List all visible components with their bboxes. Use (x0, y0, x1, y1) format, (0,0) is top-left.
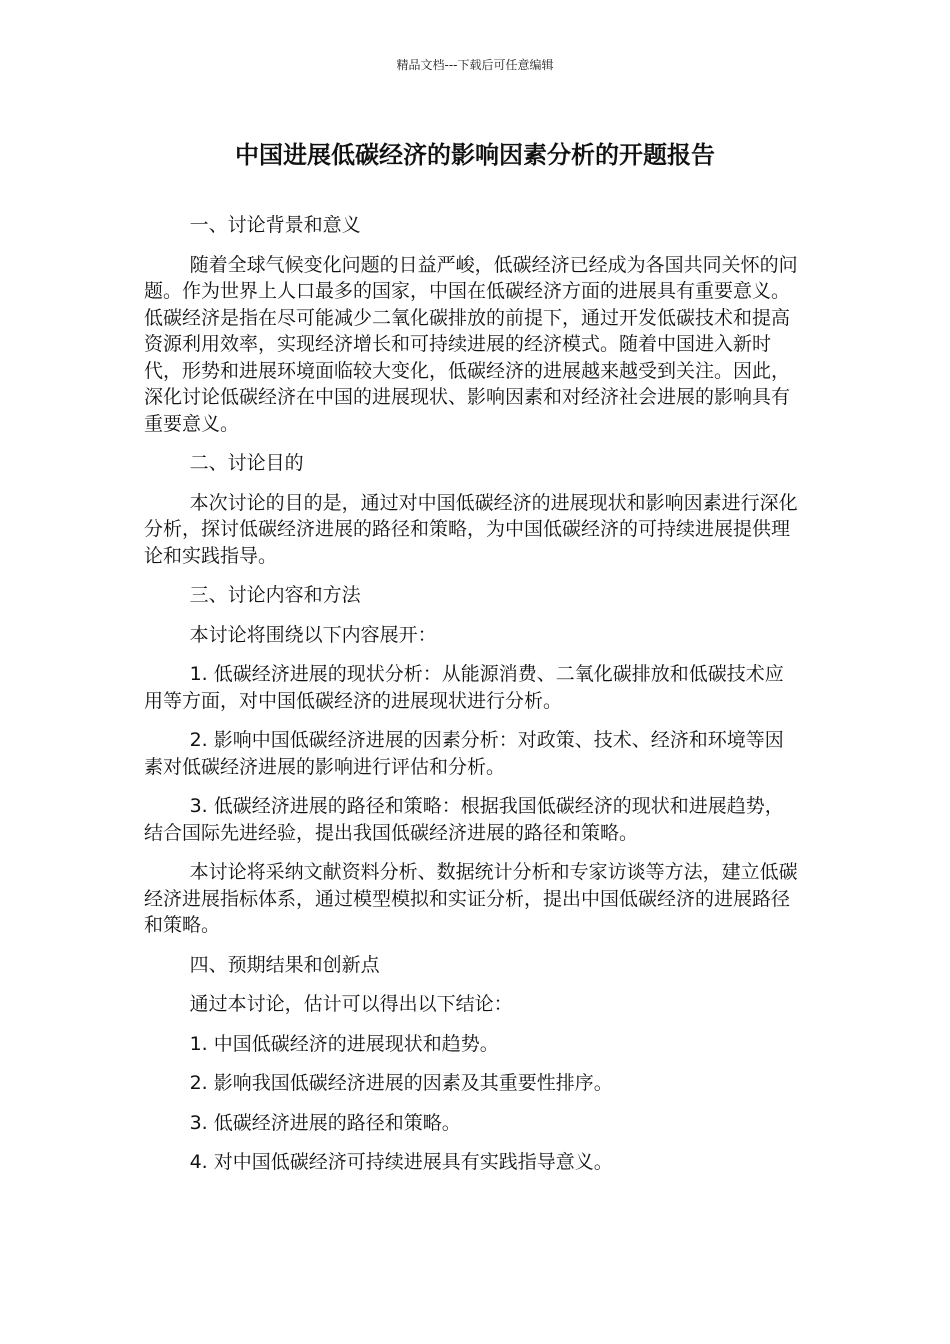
paragraph-method: 本讨论将采纳文献资料分析、数据统计分析和专家访谈等方法，建立低碳经济进展指标体系，通过模型模拟和实证分析，提出中国低碳经济的进展路径和策略。 (144, 861, 798, 936)
list-item-result-4: 4. 对中国低碳经济可持续进展具有实践指导意义。 (189, 1151, 613, 1173)
document-title: 中国进展低碳经济的影响因素分析的开题报告 (235, 141, 715, 169)
page-header: 精品文档---下载后可任意编辑 (396, 58, 554, 72)
section-heading-expected-results: 四、预期结果和创新点 (189, 953, 380, 976)
paragraph-purpose: 本次讨论的目的是，通过对中国低碳经济的进展现状和影响因素进行深化分析，探讨低碳经济进展的路径和策略，为中国低碳经济的可持续进展提供理论和实践指导。 (144, 491, 798, 567)
section-heading-content-method: 三、讨论内容和方法 (189, 584, 361, 606)
list-item-result-3: 3. 低碳经济进展的路径和策略。 (189, 1111, 461, 1134)
paragraph-content-intro: 本讨论将围绕以下内容展开： (189, 623, 437, 646)
section-heading-purpose: 二、讨论目的 (189, 452, 304, 474)
list-item-result-1: 1. 中国低碳经济的进展现状和趋势。 (189, 1032, 499, 1055)
paragraph-background: 随着全球气候变化问题的日益严峻，低碳经济已经成为各国共同关怀的问题。作为世界上人口最多的国家，中国在低碳经济方面的进展具有重要意义。低碳经济是指在尽可能减少二氧化碳排放的前提下，通过开发低碳技术和提高资源利用效率，实现经济增长和可持续进展的经济模式。随着中国进入新时代，形势和进展环境面临较大变化，低碳经济的进展越来越受到关注。因此，深化讨论低碳经济在中国的进展现状、影响因素和对经济社会进展的影响具有重要意义。 (144, 253, 798, 435)
list-item-content-3: 3. 低碳经济进展的路径和策略：根据我国低碳经济的现状和进展趋势，结合国际先进经验，提出我国低碳经济进展的路径和策略。 (144, 795, 784, 844)
paragraph-results-intro: 通过本讨论，估计可以得出以下结论： (189, 993, 513, 1015)
document-body (144, 212, 800, 1189)
list-item-content-1: 1. 低碳经济进展的现状分析：从能源消费、二氧化碳排放和低碳技术应用等方面，对中国低碳经济的进展现状进行分析。 (144, 663, 784, 712)
list-item-result-2: 2. 影响我国低碳经济进展的因素及其重要性排序。 (189, 1072, 613, 1094)
list-item-content-2: 2. 影响中国低碳经济进展的因素分析：对政策、技术、经济和环境等因素对低碳经济进展的影响进行评估和分析。 (144, 729, 784, 778)
section-heading-background: 一、讨论背景和意义 (189, 214, 361, 236)
